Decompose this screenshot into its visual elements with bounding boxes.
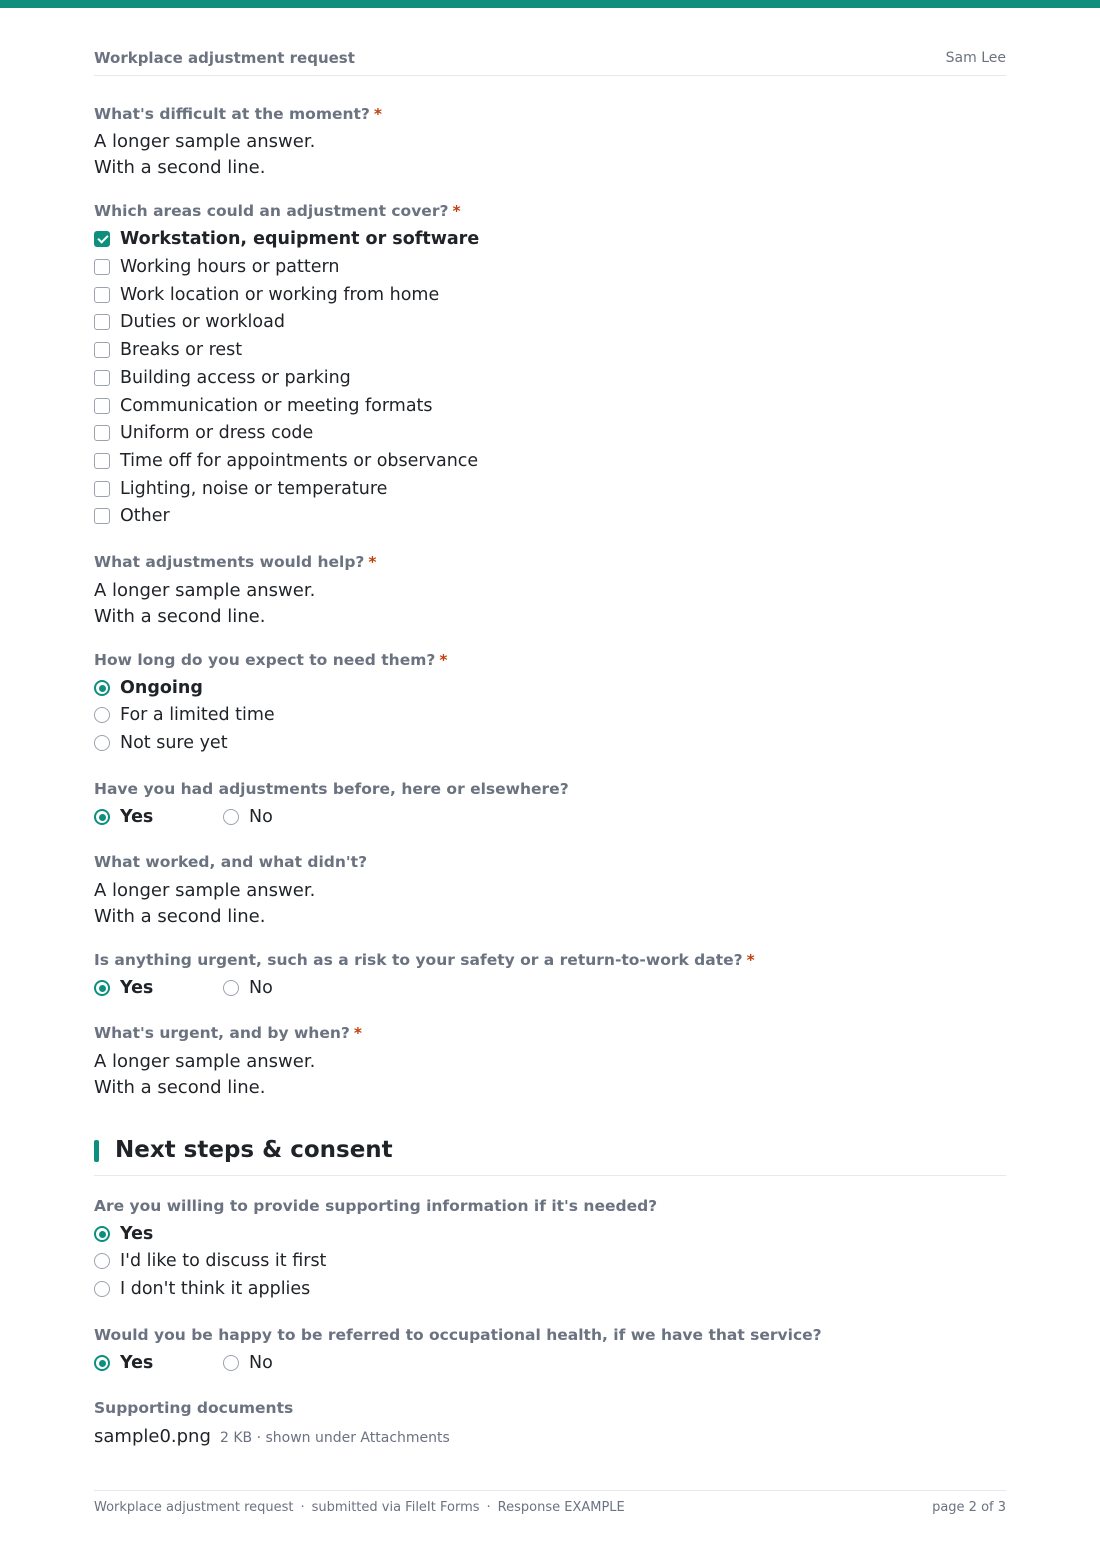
checkbox-option[interactable]	[94, 478, 387, 500]
question-adjustments-label	[94, 553, 377, 571]
radio-selected-icon[interactable]	[94, 980, 110, 996]
footer-submitted: submitted via FileIt Forms	[311, 1500, 480, 1515]
radio-option[interactable]	[94, 1223, 153, 1245]
footer-separator: ·	[486, 1500, 491, 1515]
radio-option[interactable]	[94, 677, 203, 699]
checkbox-icon[interactable]	[94, 508, 110, 524]
checkbox-option[interactable]	[94, 450, 478, 472]
question-occupational-health-label	[94, 1326, 822, 1344]
question-urgent-label	[94, 951, 755, 969]
checkbox-option[interactable]	[94, 367, 351, 389]
option-label: No	[249, 978, 273, 998]
answer-line: A longer sample answer.	[94, 131, 316, 152]
answer-line: With a second line.	[94, 1077, 266, 1098]
radio-icon[interactable]	[94, 1281, 110, 1297]
checkbox-icon[interactable]	[94, 314, 110, 330]
question-urgent-detail-label	[94, 1024, 362, 1042]
checkbox-icon[interactable]	[94, 370, 110, 386]
radio-option-no[interactable]	[223, 977, 273, 999]
option-label: Yes	[120, 807, 154, 827]
top-accent-bar	[0, 0, 1100, 8]
answer-line: A longer sample answer.	[94, 580, 316, 601]
option-label: Time off for appointments or observance	[120, 451, 479, 471]
checkbox-icon[interactable]	[94, 481, 110, 497]
checkbox-option[interactable]	[94, 505, 170, 527]
section-header	[94, 1136, 1006, 1176]
radio-option-no[interactable]	[223, 1352, 273, 1374]
checkbox-option[interactable]	[94, 311, 285, 333]
footer-left	[94, 1500, 625, 1515]
option-label: Breaks or rest	[120, 340, 243, 360]
question-supporting-info-label	[94, 1197, 657, 1215]
radio-icon[interactable]	[223, 1355, 239, 1371]
radio-option[interactable]	[94, 1278, 310, 1300]
radio-selected-icon[interactable]	[94, 680, 110, 696]
radio-option-yes[interactable]	[94, 806, 153, 828]
footer-separator: ·	[300, 1500, 305, 1515]
footer-page-number: page 2 of 3	[932, 1500, 1006, 1515]
option-label: Working hours or pattern	[120, 257, 340, 277]
option-label: Building access or parking	[120, 368, 351, 388]
required-marker: *	[439, 651, 448, 669]
radio-icon[interactable]	[94, 735, 110, 751]
footer-form-title: Workplace adjustment request	[94, 1500, 294, 1515]
checkbox-option[interactable]	[94, 395, 433, 417]
checkbox-option[interactable]	[94, 422, 313, 444]
form-title: Workplace adjustment request	[94, 49, 355, 67]
section-accent-bar	[94, 1140, 99, 1162]
question-duration-label	[94, 651, 447, 669]
checkbox-icon[interactable]	[94, 398, 110, 414]
option-label: Yes	[120, 978, 154, 998]
option-label: Other	[120, 506, 170, 526]
attachment-file-meta: 2 KB · shown under Attachments	[219, 1430, 450, 1446]
option-label: Not sure yet	[120, 733, 228, 753]
checkbox-option[interactable]	[94, 256, 339, 278]
question-supporting-documents-label	[94, 1399, 293, 1417]
answer-line: With a second line.	[94, 157, 266, 178]
radio-icon[interactable]	[94, 707, 110, 723]
checkbox-icon[interactable]	[94, 259, 110, 275]
page-header	[94, 48, 1006, 76]
question-areas-label	[94, 202, 461, 220]
checkbox-icon[interactable]	[94, 342, 110, 358]
answer-line: With a second line.	[94, 606, 266, 627]
option-label: Duties or workload	[120, 312, 285, 332]
option-label: Uniform or dress code	[120, 423, 314, 443]
radio-option-yes[interactable]	[94, 1352, 153, 1374]
option-label: No	[249, 1353, 273, 1373]
attachment-file-name[interactable]: sample0.png	[94, 1426, 211, 1447]
radio-selected-icon[interactable]	[94, 1226, 110, 1242]
question-worked-label	[94, 853, 367, 871]
answer-line: A longer sample answer.	[94, 1051, 316, 1072]
footer-response: Response EXAMPLE	[497, 1500, 625, 1515]
answer-line: With a second line.	[94, 906, 266, 927]
user-name: Sam Lee	[945, 50, 1006, 66]
question-text: Which areas could an adjustment cover?	[94, 202, 449, 220]
option-label: Yes	[120, 1353, 154, 1373]
question-text: Have you had adjustments before, here or elsewhere?	[94, 780, 569, 798]
required-marker: *	[746, 951, 755, 969]
required-marker: *	[368, 553, 377, 571]
question-text: Are you willing to provide supporting information if it's needed?	[94, 1197, 658, 1215]
radio-icon[interactable]	[94, 1253, 110, 1269]
radio-option-yes[interactable]	[94, 977, 153, 999]
required-marker: *	[373, 105, 383, 123]
answer-difficult	[94, 129, 315, 181]
checkbox-icon[interactable]	[94, 453, 110, 469]
checkbox-icon[interactable]	[94, 287, 110, 303]
page-footer	[94, 1490, 1006, 1520]
section-title: Next steps & consent	[115, 1137, 393, 1163]
answer-urgent-detail	[94, 1049, 315, 1101]
option-label: No	[249, 807, 273, 827]
question-text: What's difficult at the moment?	[94, 105, 370, 123]
attachment-item	[94, 1426, 450, 1447]
question-text: What adjustments would help?	[94, 553, 365, 571]
question-text: What worked, and what didn't?	[94, 853, 368, 871]
radio-option[interactable]	[94, 704, 275, 726]
option-label: For a limited time	[120, 705, 275, 725]
question-text: Would you be happy to be referred to occupational health, if we have that service?	[94, 1326, 822, 1344]
answer-line: A longer sample answer.	[94, 880, 316, 901]
answer-adjustments	[94, 578, 315, 630]
checkbox-option[interactable]	[94, 339, 242, 361]
required-marker: *	[452, 202, 461, 220]
radio-option-no[interactable]	[223, 806, 273, 828]
question-text: Is anything urgent, such as a risk to your safety or a return-to-work date?	[94, 951, 743, 969]
radio-option[interactable]	[94, 1250, 326, 1272]
question-difficult-label	[94, 105, 382, 123]
required-marker: *	[353, 1024, 362, 1042]
option-label: Workstation, equipment or software	[120, 229, 480, 249]
radio-icon[interactable]	[223, 809, 239, 825]
option-label: Yes	[120, 1224, 154, 1244]
option-label: Lighting, noise or temperature	[120, 479, 388, 499]
radio-selected-icon[interactable]	[94, 809, 110, 825]
answer-worked	[94, 878, 315, 930]
option-label: I don't think it applies	[120, 1279, 311, 1299]
radio-option[interactable]	[94, 732, 228, 754]
question-text: What's urgent, and by when?	[94, 1024, 350, 1042]
option-label: Ongoing	[120, 678, 203, 698]
checkbox-checked-icon[interactable]	[94, 231, 110, 247]
option-label: I'd like to discuss it first	[120, 1251, 327, 1271]
question-text: How long do you expect to need them?	[94, 651, 436, 669]
option-label: Communication or meeting formats	[120, 396, 433, 416]
checkbox-icon[interactable]	[94, 425, 110, 441]
option-label: Work location or working from home	[120, 285, 440, 305]
radio-selected-icon[interactable]	[94, 1355, 110, 1371]
radio-icon[interactable]	[223, 980, 239, 996]
checkbox-option[interactable]	[94, 228, 479, 250]
checkbox-option[interactable]	[94, 284, 439, 306]
question-text: Supporting documents	[94, 1399, 294, 1417]
question-previous-adjustments-label	[94, 780, 569, 798]
